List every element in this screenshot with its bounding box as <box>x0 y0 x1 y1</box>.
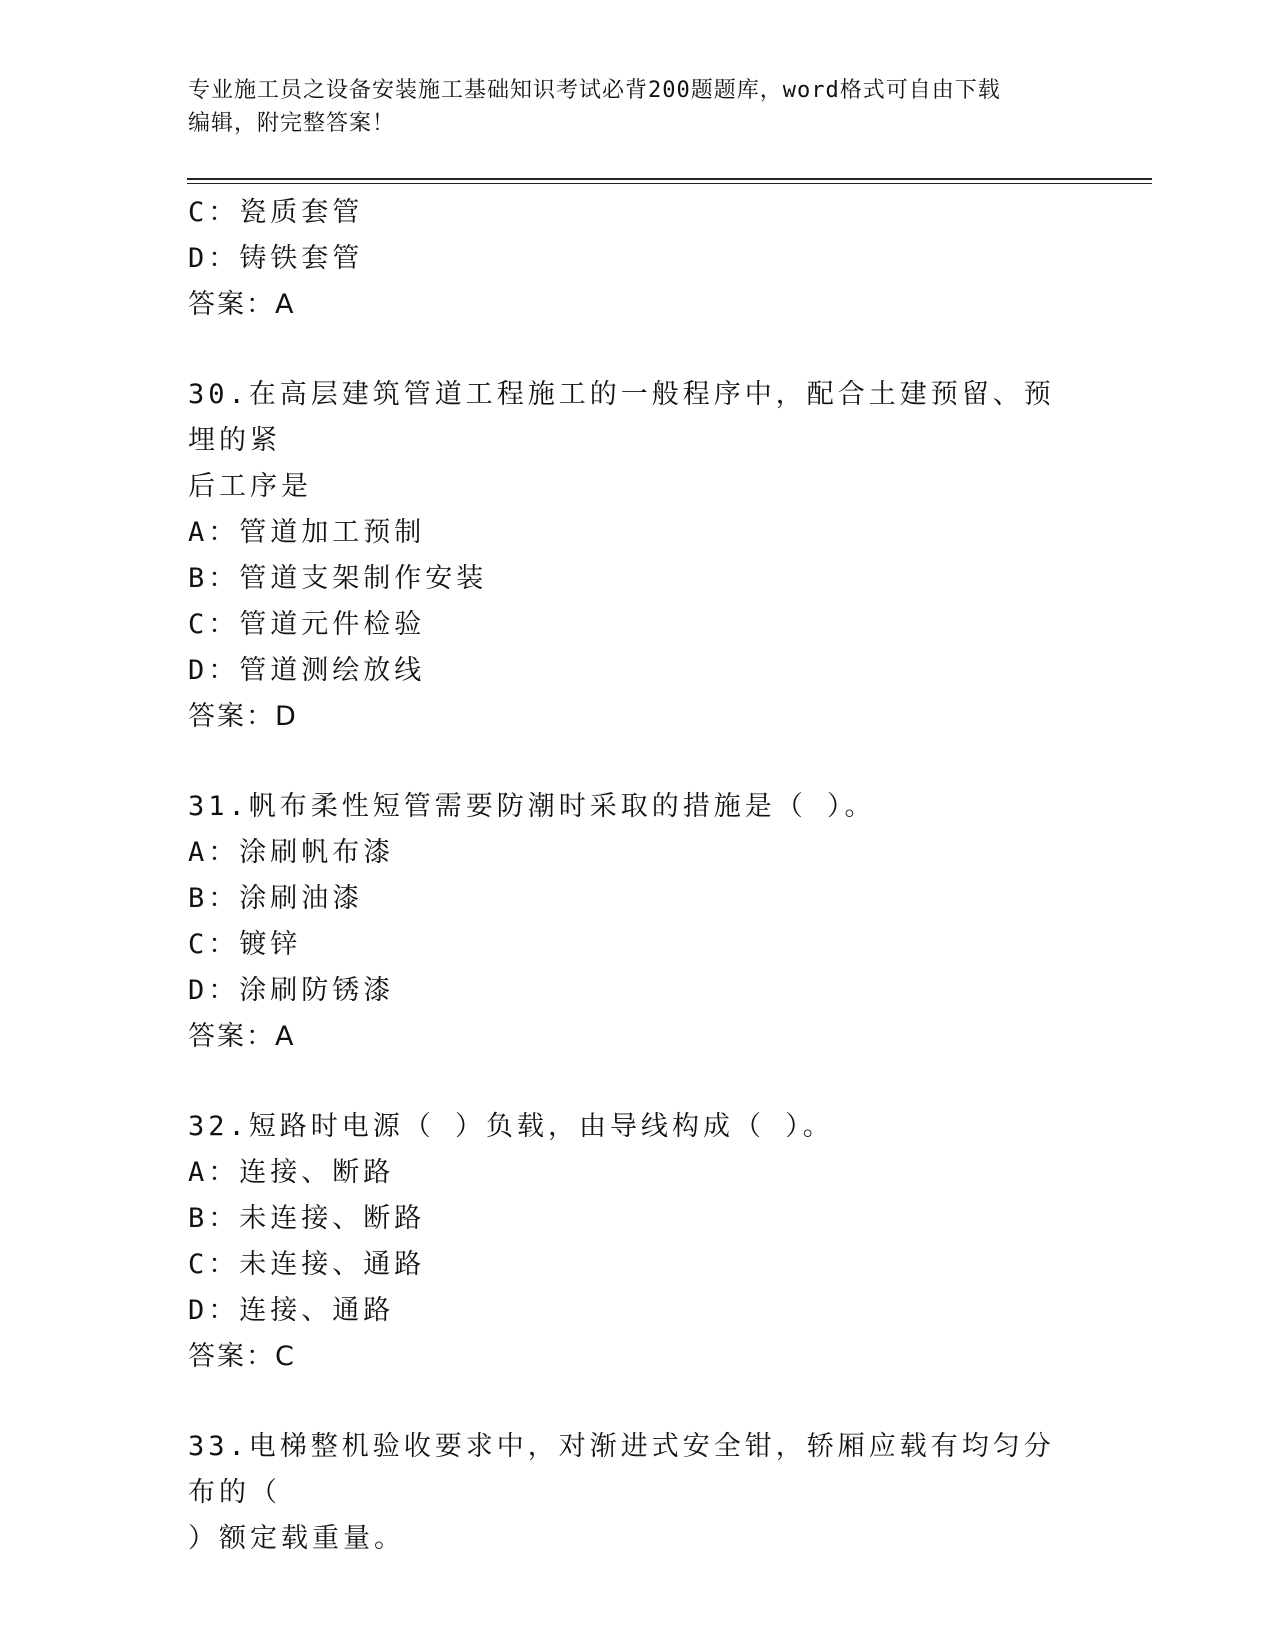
question-stem-line-2: 后工序是 <box>188 471 312 502</box>
question-stem <box>188 1424 1068 1562</box>
option-c: C：管道元件检验 <box>188 609 426 640</box>
option-c: C：瓷质套管 <box>188 197 364 228</box>
option-c: C：未连接、通路 <box>188 1249 426 1280</box>
header-divider-thick <box>187 178 1152 180</box>
option-b: B：涂刷油漆 <box>188 883 364 914</box>
question-stem-line-1: 31.帆布柔性短管需要防潮时采取的措施是（ ）。 <box>188 791 876 822</box>
question-33 <box>188 1424 1088 1562</box>
question-list <box>188 190 1088 1562</box>
page-header <box>188 74 1088 140</box>
option-d: D：铸铁套管 <box>188 243 364 274</box>
question-31 <box>188 784 1088 1060</box>
question-stem-line-2: ）额定载重量。 <box>188 1523 405 1554</box>
answer-label: 答案：C <box>188 1341 296 1372</box>
question-stem <box>188 784 1068 830</box>
answer-label: 答案：A <box>188 289 296 320</box>
option-d: D：管道测绘放线 <box>188 655 426 686</box>
option-a: A：连接、断路 <box>188 1157 395 1188</box>
header-title-line-1: 专业施工员之设备安装施工基础知识考试必背200题题库，word格式可自由下载 <box>188 78 1001 103</box>
option-b: B：未连接、断路 <box>188 1203 426 1234</box>
option-a: A：涂刷帆布漆 <box>188 837 395 868</box>
option-d: D：涂刷防锈漆 <box>188 975 395 1006</box>
question-30 <box>188 372 1088 740</box>
answer-label: 答案：A <box>188 1021 296 1052</box>
question-stem-line-1: 33.电梯整机验收要求中，对渐进式安全钳，轿厢应载有均匀分布的（ <box>188 1431 1055 1508</box>
header-divider-thin <box>187 183 1152 184</box>
header-title-line-2: 编辑，附完整答案！ <box>188 111 396 136</box>
option-d: D：连接、通路 <box>188 1295 395 1326</box>
question-stem <box>188 372 1068 510</box>
question-stem-line-1: 32.短路时电源（ ）负载，由导线构成（ ）。 <box>188 1111 834 1142</box>
question-32 <box>188 1104 1088 1380</box>
question-stem-line-1: 30.在高层建筑管道工程施工的一般程序中，配合土建预留、预埋的紧 <box>188 379 1055 456</box>
option-c: C：镀锌 <box>188 929 302 960</box>
question-29-continued <box>188 190 1088 328</box>
answer-label: 答案：D <box>188 701 298 732</box>
option-b: B：管道支架制作安装 <box>188 563 488 594</box>
question-stem <box>188 1104 1068 1150</box>
option-a: A：管道加工预制 <box>188 517 426 548</box>
